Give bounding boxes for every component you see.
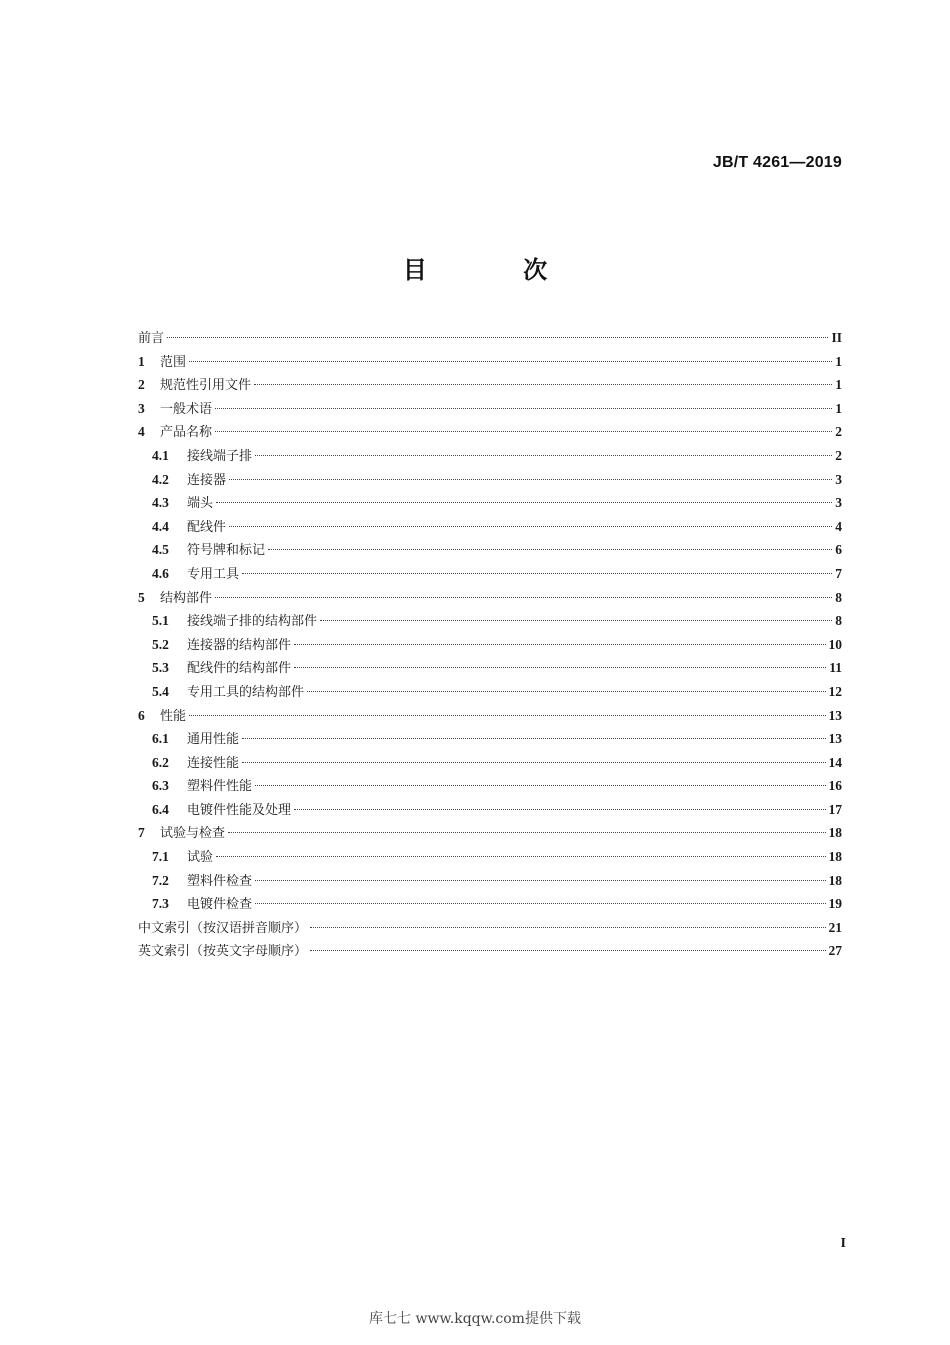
toc-entry-title: 产品名称 [160, 425, 213, 441]
toc-entry-number: 6.3 [152, 778, 169, 794]
toc-dot-leader [229, 479, 832, 480]
toc-entry-number: 4.5 [152, 542, 169, 558]
toc-entry-title: 试验与检查 [160, 826, 226, 842]
toc-entry[interactable] [138, 562, 842, 586]
toc-dot-leader [215, 597, 832, 598]
toc-entry-number: 6 [138, 707, 145, 723]
toc-entry-page: 2 [835, 447, 842, 463]
toc-entry[interactable] [138, 656, 842, 680]
toc-entry-title: 连接性能 [187, 755, 240, 771]
toc-entry[interactable] [138, 798, 842, 822]
toc-entry-page: 18 [828, 849, 842, 865]
toc-dot-leader [189, 715, 825, 716]
toc-entry-number: 4.3 [152, 495, 169, 511]
toc-entry-title: 一般术语 [160, 401, 213, 417]
toc-entry-title: 端头 [187, 496, 214, 512]
toc-entry[interactable] [138, 468, 842, 492]
toc-entry[interactable] [138, 821, 842, 845]
toc-entry[interactable] [138, 892, 842, 916]
toc-entry[interactable] [138, 515, 842, 539]
toc-entry-title: 配线件 [187, 519, 227, 535]
toc-entry-title: 塑料件性能 [187, 779, 253, 795]
toc-entry-title: 接线端子排的结构部件 [187, 614, 318, 630]
toc-dot-leader [294, 644, 825, 645]
toc-entry-number: 7.3 [152, 896, 169, 912]
toc-entry-page: 4 [835, 518, 842, 534]
toc-entry[interactable] [138, 397, 842, 421]
toc-entry-page: 1 [835, 400, 842, 416]
toc-entry-number: 6.2 [152, 754, 169, 770]
toc-entry-number: 5.3 [152, 660, 169, 676]
toc-entry-page: II [831, 330, 842, 345]
toc-entry-title: 接线端子排 [187, 448, 253, 464]
toc-entry[interactable] [138, 704, 842, 728]
toc-entry[interactable] [138, 373, 842, 397]
toc-dot-leader [255, 880, 825, 881]
toc-entry-number: 5 [138, 589, 145, 605]
toc-entry-title: 符号牌和标记 [187, 543, 266, 559]
toc-entry-title: 英文索引（按英文字母顺序） [138, 944, 308, 960]
toc-entry-title: 中文索引（按汉语拼音顺序） [138, 920, 308, 936]
toc-dot-leader [167, 337, 828, 338]
toc-entry-title: 结构部件 [160, 590, 213, 606]
toc-entry-number: 4.6 [152, 565, 169, 581]
toc-entry-page: 12 [828, 683, 842, 699]
toc-entry-title: 连接器的结构部件 [187, 637, 292, 653]
toc-dot-leader [242, 738, 825, 739]
toc-entry-title: 通用性能 [187, 732, 240, 748]
toc-dot-leader [255, 903, 825, 904]
toc-entry-title: 性能 [160, 708, 187, 724]
toc-entry-page: 10 [828, 636, 842, 652]
toc-dot-leader [254, 384, 832, 385]
toc-dot-leader [310, 950, 825, 951]
toc-entry-page: 6 [835, 542, 842, 558]
toc-entry-title: 电镀件性能及处理 [187, 802, 292, 818]
table-of-contents [138, 326, 842, 963]
toc-entry[interactable] [138, 491, 842, 515]
toc-entry-title: 电镀件检查 [187, 897, 253, 913]
toc-dot-leader [215, 431, 832, 432]
toc-entry-number: 5.2 [152, 636, 169, 652]
toc-entry-page: 13 [828, 731, 842, 747]
toc-entry-page: 19 [828, 896, 842, 912]
toc-entry[interactable] [138, 680, 842, 704]
toc-entry-page: 17 [828, 801, 842, 817]
toc-dot-leader [228, 832, 825, 833]
toc-entry[interactable] [138, 633, 842, 657]
toc-entry-title: 范围 [160, 354, 187, 370]
toc-entry-number: 4.2 [152, 471, 169, 487]
toc-entry[interactable] [138, 774, 842, 798]
toc-entry-page: 18 [828, 825, 842, 841]
toc-entry[interactable] [138, 727, 842, 751]
toc-dot-leader [294, 667, 826, 668]
toc-dot-leader [216, 502, 832, 503]
toc-dot-leader [216, 856, 825, 857]
toc-entry-title: 连接器 [187, 472, 227, 488]
toc-entry[interactable] [138, 939, 842, 963]
toc-entry-page: 13 [828, 707, 842, 723]
page-title: 目 次 [402, 256, 592, 284]
toc-entry-title: 规范性引用文件 [160, 378, 252, 394]
toc-entry-title: 前言 [138, 331, 165, 346]
toc-entry[interactable] [138, 350, 842, 374]
toc-entry-number: 6.1 [152, 731, 169, 747]
toc-dot-leader [242, 762, 825, 763]
toc-entry-number: 5.4 [152, 683, 169, 699]
toc-entry-page: 16 [828, 778, 842, 794]
toc-entry[interactable] [138, 869, 842, 893]
toc-dot-leader [307, 691, 825, 692]
toc-dot-leader [215, 408, 832, 409]
toc-entry-page: 1 [835, 353, 842, 369]
toc-entry-number: 2 [138, 377, 145, 393]
toc-entry-number: 5.1 [152, 613, 169, 629]
toc-entry-number: 4.4 [152, 518, 169, 534]
toc-entry-number: 4.1 [152, 447, 169, 463]
toc-entry-title: 配线件的结构部件 [187, 661, 292, 677]
standard-code: JB/T 4261—2019 [712, 154, 842, 171]
toc-entry-page: 21 [828, 919, 842, 935]
toc-entry-page: 1 [835, 377, 842, 393]
toc-dot-leader [320, 620, 832, 621]
toc-dot-leader [294, 809, 825, 810]
toc-entry-number: 3 [138, 400, 145, 416]
toc-entry[interactable] [138, 916, 842, 940]
toc-entry[interactable] [138, 586, 842, 610]
toc-entry-page: 8 [835, 613, 842, 629]
toc-entry-title: 专用工具的结构部件 [187, 684, 305, 700]
toc-entry-page: 7 [835, 565, 842, 581]
toc-entry-title: 试验 [187, 850, 214, 866]
toc-entry-page: 3 [835, 471, 842, 487]
toc-entry[interactable] [138, 751, 842, 775]
toc-entry-title: 塑料件检查 [187, 873, 253, 889]
toc-entry[interactable] [138, 538, 842, 562]
toc-entry[interactable] [138, 444, 842, 468]
toc-dot-leader [268, 549, 832, 550]
toc-entry-number: 7.2 [152, 872, 169, 888]
toc-dot-leader [310, 927, 825, 928]
toc-entry-page: 3 [835, 495, 842, 511]
toc-dot-leader [229, 526, 832, 527]
toc-entry[interactable] [138, 420, 842, 444]
toc-dot-leader [189, 361, 832, 362]
toc-dot-leader [255, 455, 832, 456]
toc-entry-number: 7 [138, 825, 145, 841]
toc-dot-leader [255, 785, 825, 786]
toc-entry-page: 27 [828, 943, 842, 959]
toc-entry[interactable] [138, 326, 842, 350]
toc-entry-page: 2 [835, 424, 842, 440]
toc-entry-number: 4 [138, 424, 145, 440]
page-number: I [840, 1236, 846, 1251]
toc-entry-page: 18 [828, 872, 842, 888]
toc-dot-leader [242, 573, 832, 574]
toc-entry-page: 11 [829, 660, 842, 676]
footer-watermark: 库七七 www.kqqw.com提供下载 [369, 1311, 581, 1327]
toc-entry[interactable] [138, 609, 842, 633]
toc-entry-number: 6.4 [152, 801, 169, 817]
toc-entry-number: 1 [138, 353, 145, 369]
toc-entry-title: 专用工具 [187, 566, 240, 582]
toc-entry-number: 7.1 [152, 849, 169, 865]
toc-entry-page: 8 [835, 589, 842, 605]
toc-entry-page: 14 [828, 754, 842, 770]
toc-entry[interactable] [138, 845, 842, 869]
